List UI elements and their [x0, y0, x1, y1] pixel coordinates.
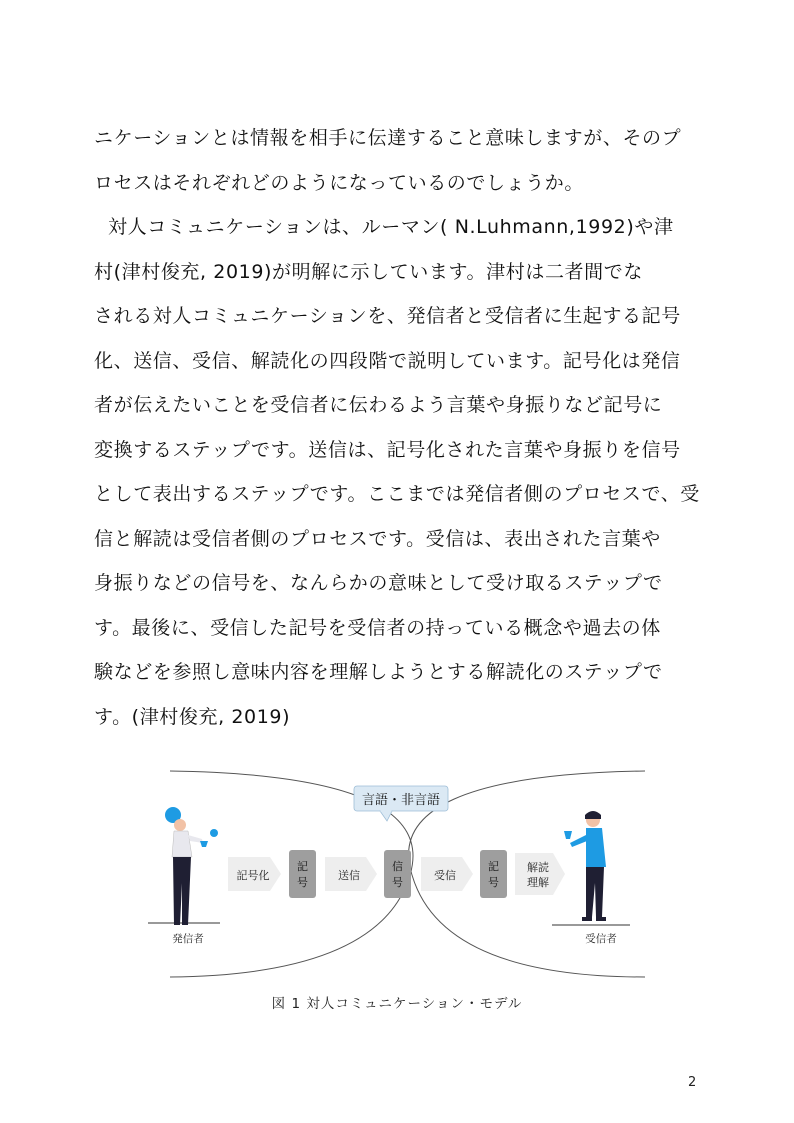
body-line: 信と解読は受信者側のプロセスです。受信は、表出された言葉や: [94, 527, 661, 550]
receiver-person-illustration: [564, 811, 606, 921]
svg-text:記: 記: [297, 860, 308, 873]
sender-person-illustration: [165, 807, 218, 925]
svg-text:理解: 理解: [527, 876, 549, 889]
body-line: 験などを参照し意味内容を理解しようとする解読化のステップで: [94, 661, 663, 683]
signal-box: [384, 850, 411, 898]
svg-text:号: 号: [392, 876, 403, 889]
figure-caption: 図 1 対人コミュニケーション・モデル: [271, 996, 523, 1012]
speech-bubble: [354, 786, 448, 821]
receive-step-arrow: [421, 857, 473, 891]
body-line: 変換するステップです。送信は、記号化された言葉や身振りを信号: [94, 438, 681, 461]
receiver-label: 受信者: [585, 933, 617, 945]
body-line: ロセスはそれぞれどのようになっているのでしょうか。: [94, 171, 585, 194]
body-line: 対人コミュニケーションは、ルーマン( N.Luhmann,1992)や津: [108, 216, 674, 238]
symbol-box-right: [480, 850, 507, 898]
svg-text:記: 記: [488, 860, 499, 873]
body-line: す。(津村俊充, 2019): [94, 705, 291, 728]
decode-step-arrow: [515, 853, 565, 895]
body-line: として表出するステップです。ここまでは発信者側のプロセスで、受: [94, 483, 700, 505]
body-line: 者が伝えたいことを受信者に伝わるよう言葉や身振りなど記号に: [94, 394, 663, 416]
svg-text:号: 号: [297, 876, 308, 889]
svg-text:解読: 解読: [527, 861, 549, 874]
body-line: ニケーションとは情報を相手に伝達すること意味しますが、そのプ: [94, 127, 682, 149]
sender-label: 発信者: [172, 933, 204, 945]
symbol-box-left: [289, 850, 316, 898]
body-line: 化、送信、受信、解読化の四段階で説明しています。記号化は発信: [94, 349, 681, 372]
receive-label: 受信: [434, 869, 456, 882]
transmit-label: 送信: [338, 869, 360, 882]
communication-model-diagram: [140, 765, 660, 990]
svg-text:号: 号: [488, 876, 499, 889]
speech-bubble-label: 言語・非言語: [361, 793, 441, 808]
body-text: [94, 116, 704, 739]
transmit-step-arrow: [325, 857, 377, 891]
communication-model-figure: [140, 765, 660, 990]
body-line: 村(津村俊充, 2019)が明解に示しています。津村は二者間でな: [94, 260, 643, 283]
body-line: される対人コミュニケーションを、発信者と受信者に生起する記号: [94, 305, 681, 327]
body-line: す。最後に、受信した記号を受信者の持っている概念や過去の体: [94, 616, 661, 639]
svg-text:信: 信: [392, 860, 403, 873]
encode-step-arrow: [228, 857, 281, 891]
page-number: 2: [688, 1075, 697, 1090]
body-line: 身振りなどの信号を、なんらかの意味として受け取るステップで: [94, 572, 663, 594]
encode-label: 記号化: [236, 869, 270, 882]
